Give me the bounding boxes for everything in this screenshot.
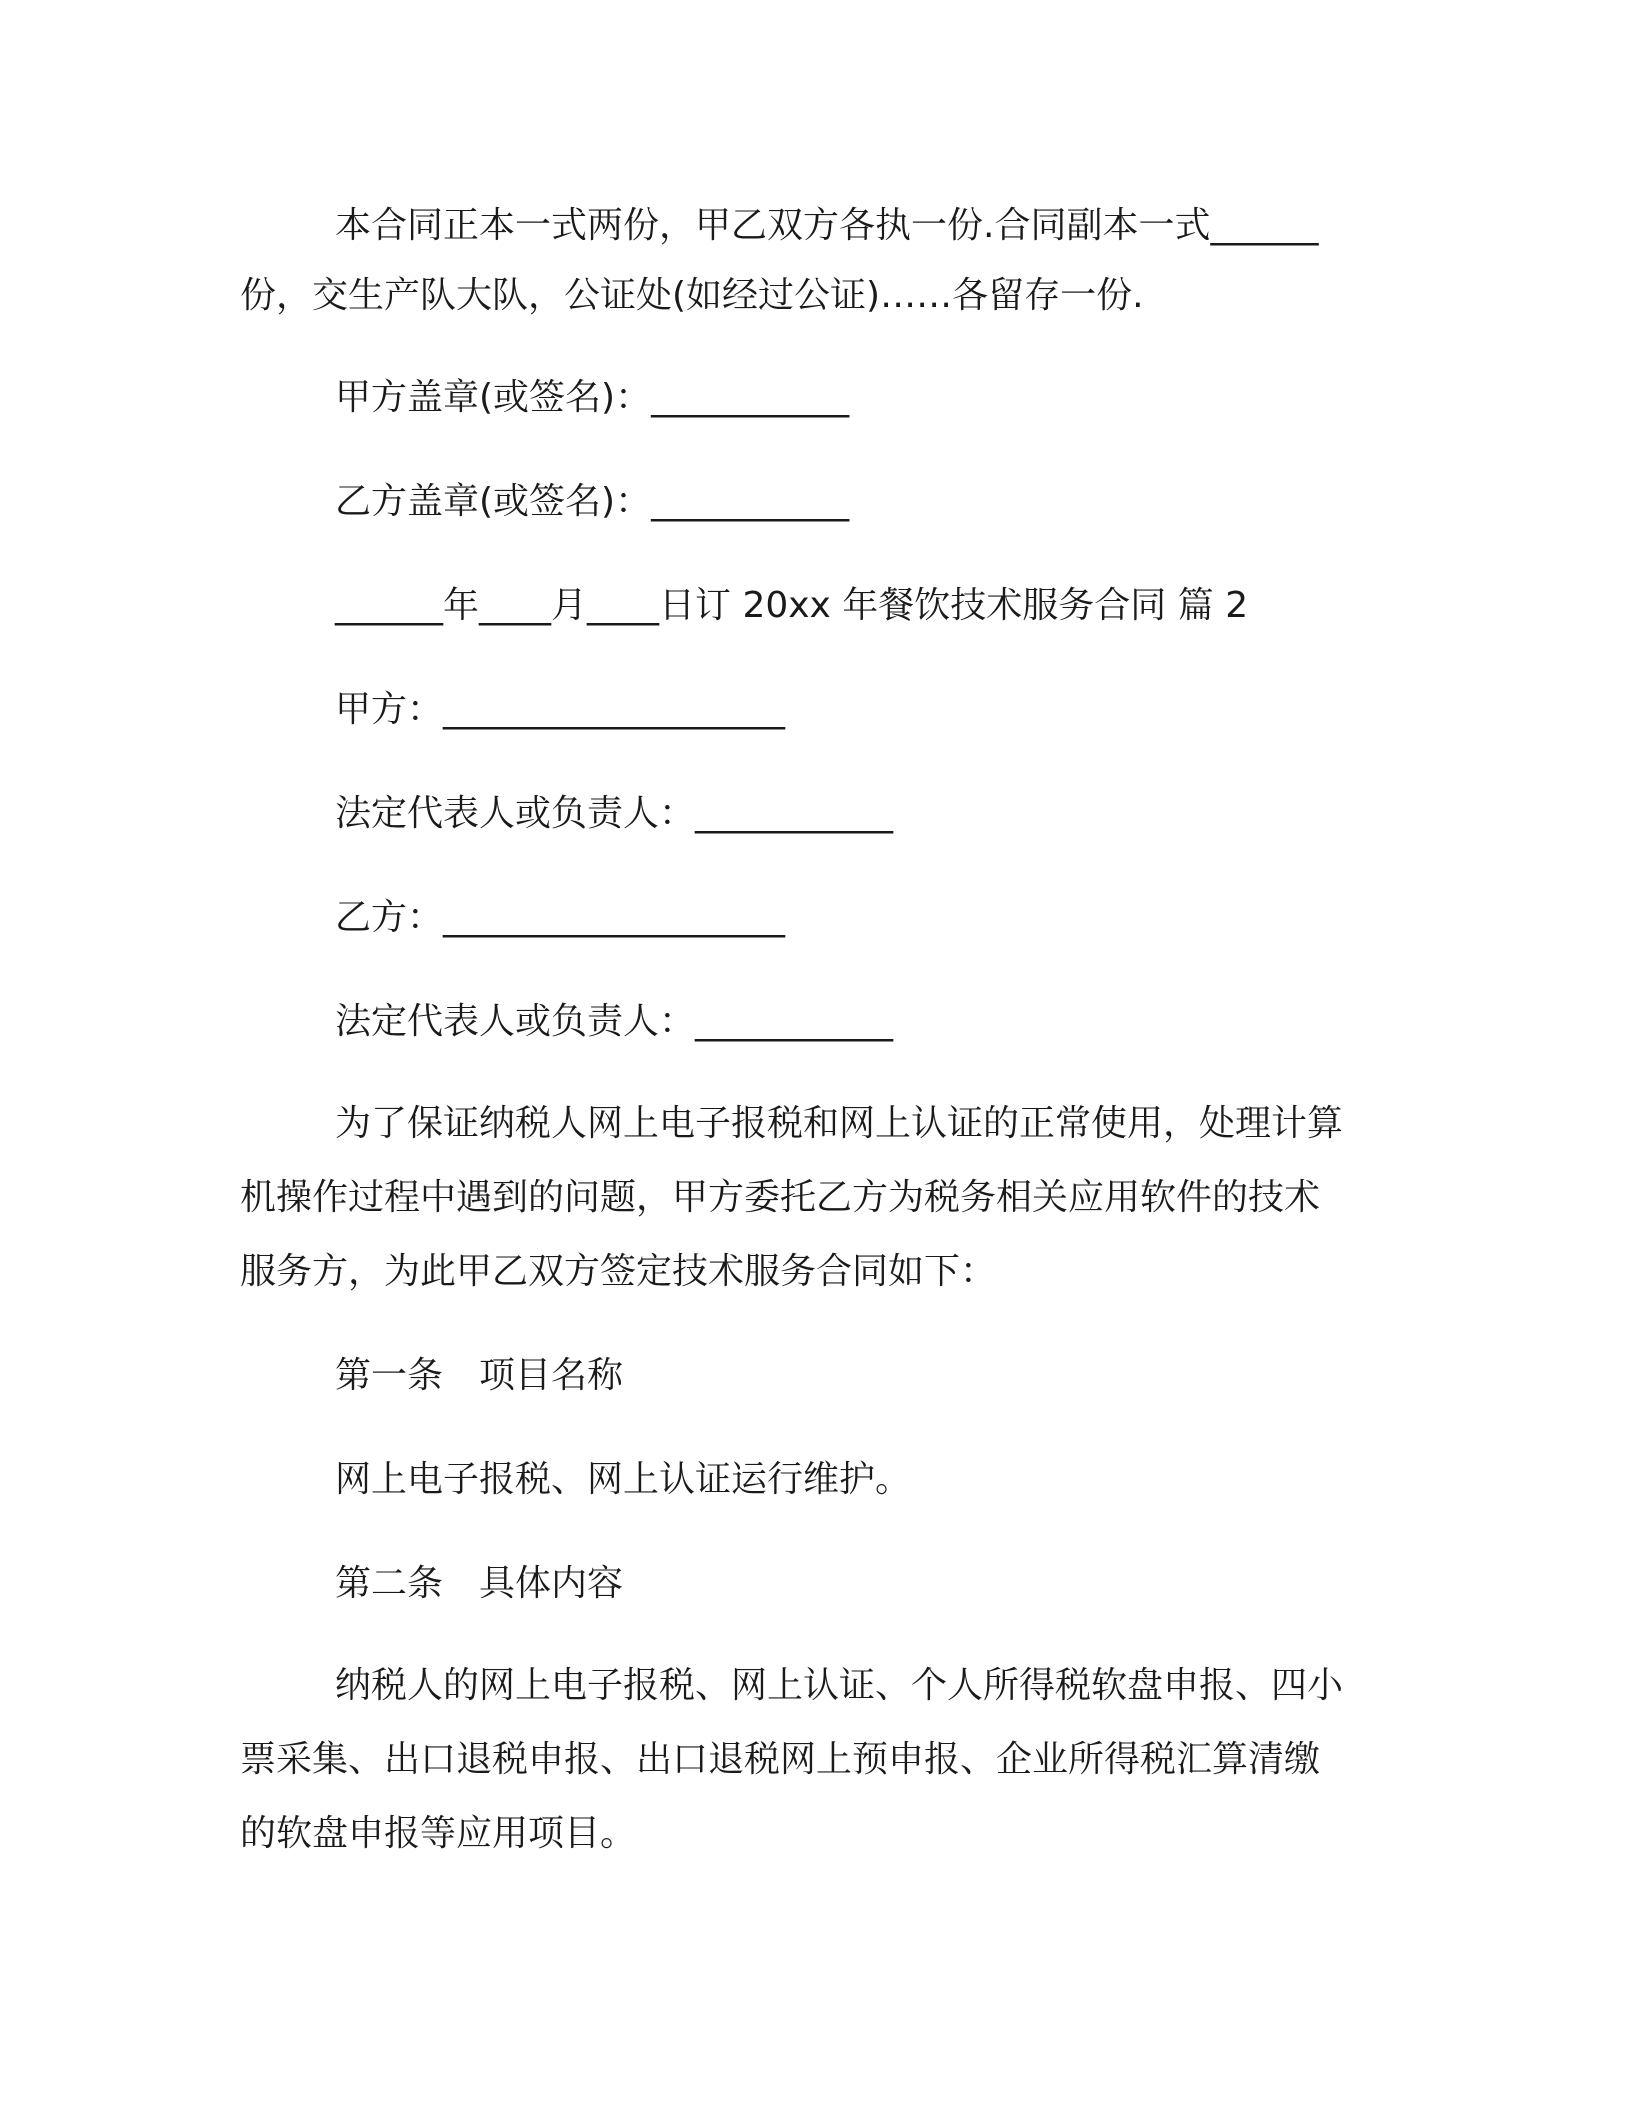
party-b-representative-line: 法定代表人或负责人：___________ [335, 1001, 894, 1042]
article-one-content: 网上电子报税、网上认证运行维护。 [335, 1459, 912, 1500]
article-one-heading: 第一条 项目名称 [335, 1355, 624, 1396]
content-paragraph-line-3: 的软盘申报等应用项目。 [240, 1813, 637, 1854]
purpose-paragraph-line-2: 机操作过程中遇到的问题，甲方委托乙方为税务相关应用软件的技术 [240, 1177, 1321, 1218]
article-two-heading: 第二条 具体内容 [335, 1563, 624, 1604]
paragraph-copies-line-1: 本合同正本一式两份，甲乙双方各执一份.合同副本一式______ [335, 205, 1319, 246]
party-a-representative-line: 法定代表人或负责人：___________ [335, 793, 894, 834]
paragraph-copies-line-2: 份，交生产队大队，公证处(如经过公证)……各留存一份. [240, 275, 1144, 316]
party-b-line: 乙方：___________________ [335, 897, 786, 938]
party-a-seal-line: 甲方盖章(或签名)：___________ [335, 377, 850, 418]
purpose-paragraph-line-3: 服务方，为此甲乙双方签定技术服务合同如下： [240, 1251, 997, 1292]
date-and-title-line: ______年____月____日订 20xx 年餐饮技术服务合同 篇 2 [335, 585, 1249, 626]
party-b-seal-line: 乙方盖章(或签名)：___________ [335, 481, 850, 522]
content-paragraph-line-2: 票采集、出口退税申报、出口退税网上预申报、企业所得税汇算清缴 [240, 1739, 1321, 1780]
purpose-paragraph-line-1: 为了保证纳税人网上电子报税和网上认证的正常使用，处理计算 [335, 1103, 1344, 1144]
party-a-line: 甲方：___________________ [335, 689, 786, 730]
content-paragraph-line-1: 纳税人的网上电子报税、网上认证、个人所得税软盘申报、四小 [335, 1665, 1344, 1706]
